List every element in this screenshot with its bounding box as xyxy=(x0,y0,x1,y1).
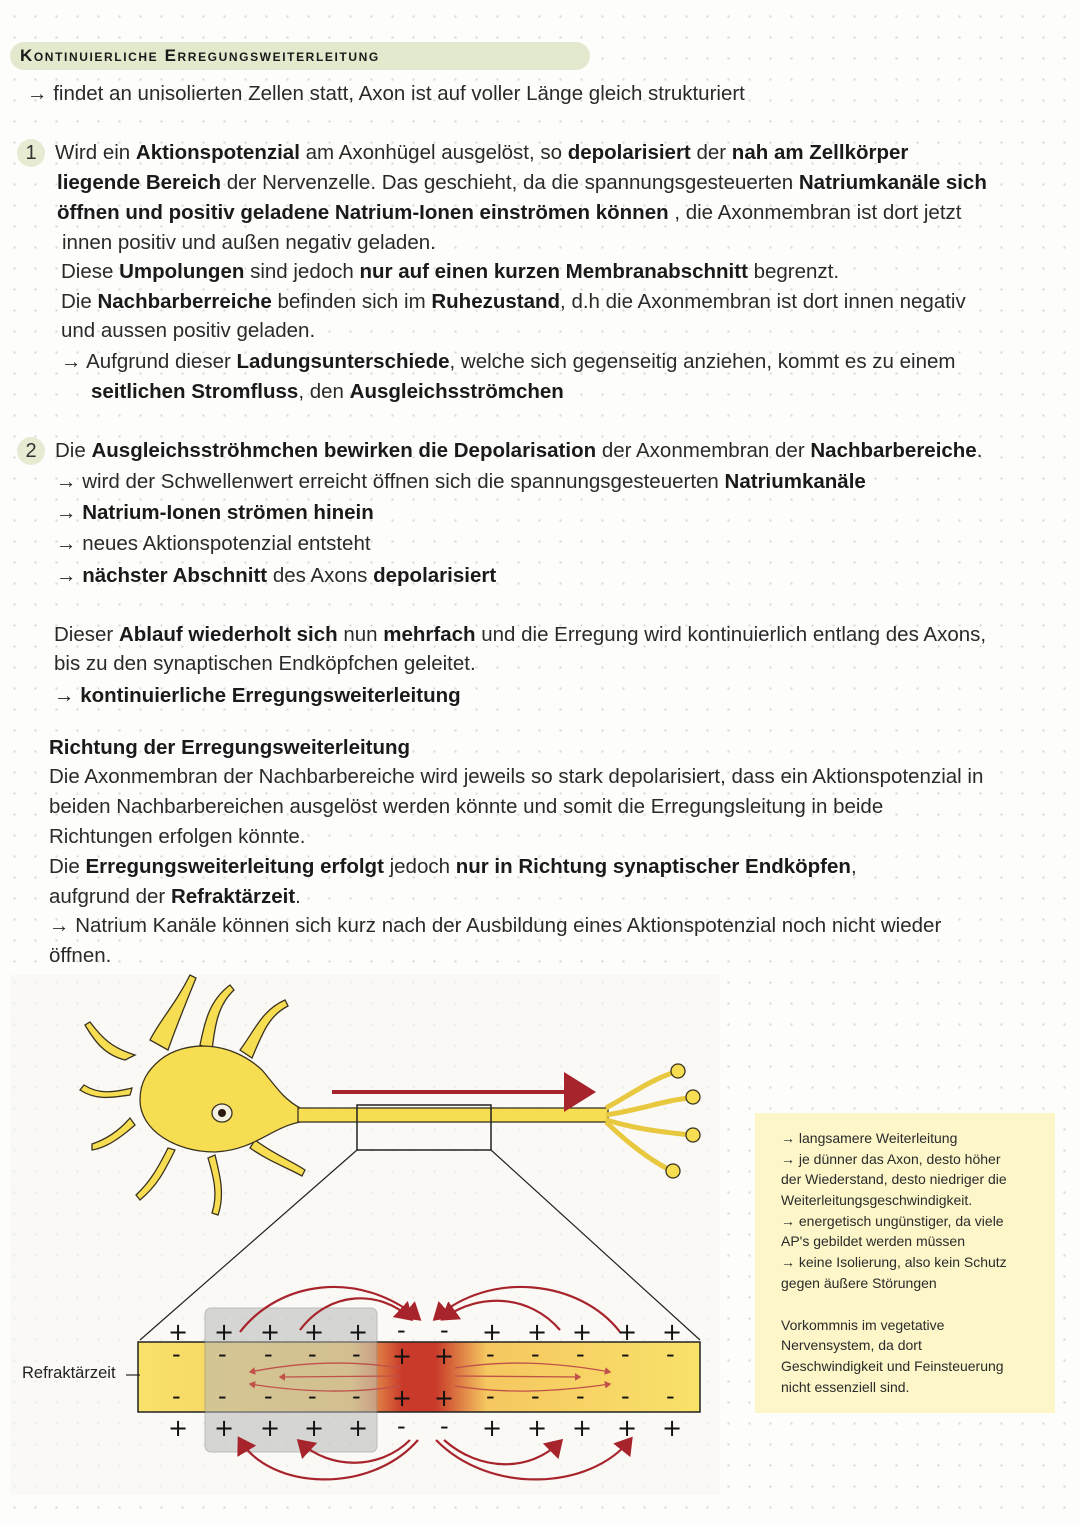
direction-line4: Die Erregungsweiterleitung erfolgt jedoch nur in Richtung synaptischer Endköpfen, xyxy=(49,855,857,878)
direction-line7: öffnen. xyxy=(49,944,112,967)
repeat-line2: bis zu den synaptischen Endköpfchen geleitet. xyxy=(54,652,476,675)
charge-in-bot-5: - xyxy=(352,1382,361,1410)
repeat-line1: Dieser Ablauf wiederholt sich nun mehrfach und die Erregung wird kontinuierlich entlang des Axons, xyxy=(54,623,987,646)
charge-in-top-11: - xyxy=(621,1340,630,1368)
charge-in-bot-9: - xyxy=(531,1382,540,1410)
step2-line4: → neues Aktionspotenzial entsteht xyxy=(56,532,371,555)
repeat-line3: → kontinuierliche Erregungsweiterleitung xyxy=(54,684,461,707)
note-line12: nicht essenziell sind. xyxy=(781,1379,910,1395)
section-heading: Kontinuierliche Erregungsweiterleitung xyxy=(20,46,380,65)
side-note xyxy=(755,1113,1055,1413)
direction-line6: → Natrium Kanäle können sich kurz nach der Ausbildung eines Aktionspotenzial noch nicht wieder xyxy=(49,914,942,937)
charge-top-11: + xyxy=(617,1318,638,1346)
charge-bot-11: + xyxy=(617,1414,638,1442)
charge-bot-2: + xyxy=(214,1414,235,1442)
charge-bot-6: - xyxy=(397,1412,406,1440)
charge-in-top-1: - xyxy=(172,1340,181,1368)
charge-top-4: + xyxy=(304,1318,325,1346)
charge-bot-9: + xyxy=(527,1414,548,1442)
charge-bot-4: + xyxy=(304,1414,325,1442)
charge-top-7: - xyxy=(440,1316,449,1344)
intro-text: → findet an unisolierten Zellen statt, Axon ist auf voller Länge gleich strukturiert xyxy=(27,82,745,105)
step1-line4: innen positiv und außen negativ geladen. xyxy=(62,231,436,254)
note-line2: → je dünner das Axon, desto höher xyxy=(781,1151,1001,1167)
note-line10: Nervensystem, da dort xyxy=(781,1337,922,1353)
charge-in-bot-11: - xyxy=(621,1382,630,1410)
step2-line1: Die Ausgleichsströhmchen bewirken die Depolarisation der Axonmembran der Nachbarbereiche. xyxy=(55,439,983,462)
direction-title: Richtung der Erregungsweiterleitung xyxy=(49,736,411,759)
step1-line1: Wird ein Aktionspotenzial am Axonhügel ausgelöst, so depolarisiert der nah am Zellkörper xyxy=(55,141,909,164)
charge-in-top-12: - xyxy=(666,1340,675,1368)
charge-in-bot-7: + xyxy=(434,1384,455,1412)
charge-in-top-9: - xyxy=(531,1340,540,1368)
charge-in-bot-1: - xyxy=(172,1382,181,1410)
refractory-label: Refraktärzeit xyxy=(22,1364,116,1382)
note-line6: AP's gebildet werden müssen xyxy=(781,1233,965,1249)
charge-in-bot-8: - xyxy=(486,1382,495,1410)
charge-in-top-8: - xyxy=(486,1340,495,1368)
charge-in-top-2: - xyxy=(218,1340,227,1368)
step-number-1: 1 xyxy=(17,139,45,167)
note-line11: Geschwindigkeit und Feinsteuerung xyxy=(781,1358,1004,1374)
charge-bot-12: + xyxy=(662,1414,683,1442)
charge-in-bot-3: - xyxy=(264,1382,273,1410)
step1-line3: öffnen und positiv geladene Natrium-Ionen einströmen können , die Axonmembran ist dort jetzt xyxy=(57,201,962,224)
charge-in-top-5: - xyxy=(352,1340,361,1368)
charge-top-8: + xyxy=(482,1318,503,1346)
charge-bot-8: + xyxy=(482,1414,503,1442)
note-line5: → energetisch ungünstiger, da viele xyxy=(781,1213,1004,1229)
charge-in-top-7: + xyxy=(434,1342,455,1370)
step1-line8: → Aufgrund dieser Ladungsunterschiede, welche sich gegenseitig anziehen, kommt es zu einem xyxy=(61,350,956,373)
step2-line3: → Natrium-Ionen strömen hinein xyxy=(56,501,374,524)
charge-in-bot-2: - xyxy=(218,1382,227,1410)
step-number-2: 2 xyxy=(17,437,45,465)
charge-top-2: + xyxy=(214,1318,235,1346)
step1-line9: seitlichen Stromfluss, den Ausgleichsströmchen xyxy=(91,380,564,403)
direction-line1: Die Axonmembran der Nachbarbereiche wird jeweils so stark depolarisiert, dass ein Aktionspotenzial in xyxy=(49,765,984,788)
note-line1: → langsamere Weiterleitung xyxy=(781,1130,958,1146)
charge-top-9: + xyxy=(527,1318,548,1346)
charge-bot-3: + xyxy=(260,1414,281,1442)
charge-in-top-4: - xyxy=(308,1340,317,1368)
note-line4: Weiterleitungsgeschwindigkeit. xyxy=(781,1192,973,1208)
charge-in-top-6: + xyxy=(392,1342,413,1370)
charge-in-top-10: - xyxy=(576,1340,585,1368)
charge-top-3: + xyxy=(260,1318,281,1346)
charge-in-bot-12: - xyxy=(666,1382,675,1410)
note-line7: → keine Isolierung, also kein Schutz xyxy=(781,1254,1007,1270)
charge-in-top-3: - xyxy=(264,1340,273,1368)
direction-line2: beiden Nachbarbereichen ausgelöst werden könnte und somit die Erregungsleitung in beide xyxy=(49,795,884,818)
step1-line6: Die Nachbarberreiche befinden sich im Ruhezustand, d.h die Axonmembran ist dort innen negativ xyxy=(61,290,966,313)
step1-line7: und aussen positiv geladen. xyxy=(61,319,316,342)
charge-top-6: - xyxy=(397,1316,406,1344)
charge-in-bot-10: - xyxy=(576,1382,585,1410)
step1-line5: Diese Umpolungen sind jedoch nur auf einen kurzen Membranabschnitt begrenzt. xyxy=(61,260,840,283)
note-line8: gegen äußere Störungen xyxy=(781,1275,937,1291)
charge-bot-10: + xyxy=(572,1414,593,1442)
charge-top-1: + xyxy=(168,1318,189,1346)
charge-bot-1: + xyxy=(168,1414,189,1442)
step2-line2: → wird der Schwellenwert erreicht öffnen sich die spannungsgesteuerten Natriumkanäle xyxy=(56,470,866,493)
charge-bot-7: - xyxy=(440,1412,449,1440)
note-line9: Vorkommnis im vegetative xyxy=(781,1317,945,1333)
step2-line5: → nächster Abschnitt des Axons depolarisiert xyxy=(56,564,497,587)
note-line3: der Wiederstand, desto niedriger die xyxy=(781,1171,1007,1187)
charge-top-5: + xyxy=(348,1318,369,1346)
direction-line3: Richtungen erfolgen könnte. xyxy=(49,825,306,848)
charge-in-bot-6: + xyxy=(392,1384,413,1412)
charge-top-10: + xyxy=(572,1318,593,1346)
charge-top-12: + xyxy=(662,1318,683,1346)
step1-line2: liegende Bereich der Nervenzelle. Das geschieht, da die spannungsgesteuerten Natriumkanäle sich xyxy=(57,171,987,194)
direction-line5: aufgrund der Refraktärzeit. xyxy=(49,885,301,908)
charge-bot-5: + xyxy=(348,1414,369,1442)
charge-in-bot-4: - xyxy=(308,1382,317,1410)
